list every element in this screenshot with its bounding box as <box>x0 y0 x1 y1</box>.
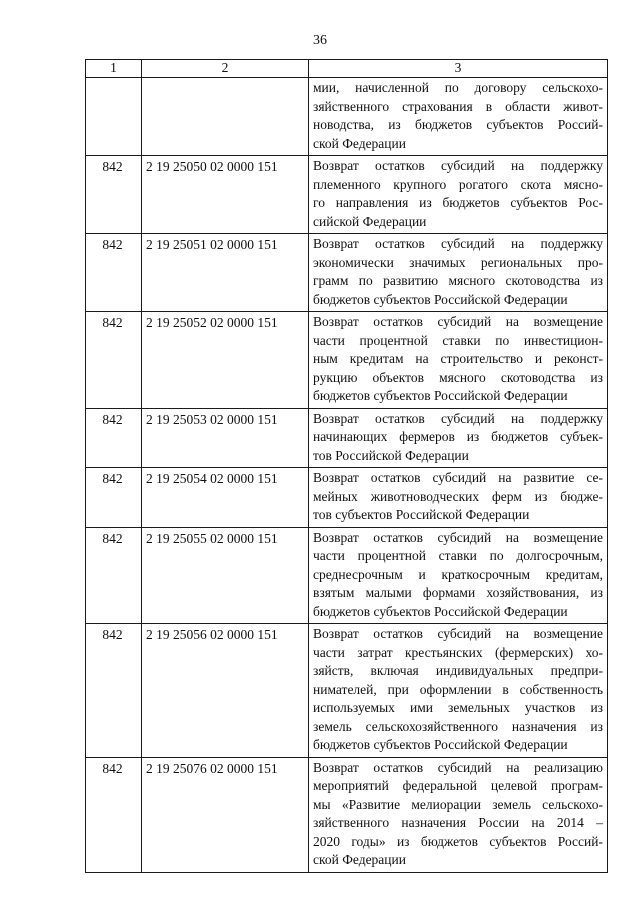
admin-code-cell: 842 <box>86 757 142 872</box>
budget-code-cell: 2 19 25076 02 0000 151 <box>142 757 309 872</box>
budget-code-cell: 2 19 25056 02 0000 151 <box>142 624 309 758</box>
description-line: среднесрочным и краткосрочным кредитам, <box>313 566 603 582</box>
description-line: мии, начисленной по договору сельскохо- <box>313 80 603 95</box>
description-line: начинающих фермеров из бюджетов субъек- <box>313 429 603 444</box>
description-cell <box>309 78 608 156</box>
description-line: Возврат остатков субсидий на развитие се- <box>313 470 603 485</box>
table-row <box>86 312 608 409</box>
description-line: бюджетов субъектов Российской Федерации <box>313 291 568 307</box>
table-row <box>86 468 608 528</box>
description-cell <box>309 156 608 234</box>
description-line: ской Федерации <box>313 852 406 867</box>
description-cell <box>309 234 608 312</box>
budget-code-cell: 2 19 25054 02 0000 151 <box>142 468 309 528</box>
description-cell <box>309 312 608 409</box>
admin-code-cell: 842 <box>86 468 142 528</box>
description-line: мы «Развитие мелиорации земель сельскохо- <box>313 796 603 812</box>
description-cell <box>309 408 608 468</box>
admin-code-cell: 842 <box>86 624 142 758</box>
admin-code-cell: 842 <box>86 408 142 468</box>
table-row <box>86 78 608 156</box>
description-line: рукцию объектов мясного скотоводства из <box>313 369 603 385</box>
description-line: Возврат остатков субсидий на возмещение <box>313 529 603 545</box>
admin-code-cell: 842 <box>86 234 142 312</box>
budget-codes-table <box>85 59 608 873</box>
description-cell <box>309 624 608 758</box>
description-line: части затрат крестьянских (фермерских) хо- <box>313 644 603 660</box>
description-line: мейных животноводческих ферм из бюдже- <box>313 488 603 504</box>
description-line: нимателей, при оформлении в собственность <box>313 681 603 697</box>
column-header-2: 2 <box>142 60 309 78</box>
page-number: 36 <box>313 33 327 48</box>
description-line: сийской Федерации <box>313 213 427 229</box>
description-line: ской Федерации <box>313 135 406 151</box>
description-line: части процентной ставки по долгосрочным, <box>313 548 603 563</box>
admin-code-cell: 842 <box>86 312 142 409</box>
budget-code-cell: 2 19 25055 02 0000 151 <box>142 527 309 624</box>
description-line: мероприятий федеральной целевой програм- <box>313 778 603 793</box>
description-line: новодства, из бюджетов субъектов Россий- <box>313 117 603 132</box>
table-row <box>86 408 608 468</box>
description-line: Возврат остатков субсидий на возмещение <box>313 626 603 641</box>
description-cell <box>309 757 608 872</box>
description-line: племенного крупного рогатого скота мясно- <box>313 176 603 192</box>
table-row <box>86 234 608 312</box>
admin-code-cell <box>86 78 142 156</box>
description-line: зяйств, включая индивидуальных предпри- <box>313 663 603 678</box>
description-line: Возврат остатков субсидий на поддержку <box>313 410 603 426</box>
description-line: используемых ими земельных участков из <box>313 700 603 715</box>
description-line: го направления из бюджетов субъектов Рос- <box>313 195 603 210</box>
description-line: экономически значимых региональных про- <box>313 254 603 270</box>
column-header-1: 1 <box>86 60 142 78</box>
column-header-3: 3 <box>309 60 608 78</box>
table-header-row <box>86 60 608 78</box>
description-line: бюджетов субъектов Российской Федерации <box>313 603 568 619</box>
description-line: ным кредитам на строительство и реконст- <box>313 351 603 366</box>
budget-code-cell <box>142 78 309 156</box>
description-line: Возврат остатков субсидий на возмещение <box>313 314 603 329</box>
description-line: тов субъектов Российской Федерации <box>313 507 530 522</box>
admin-code-cell: 842 <box>86 527 142 624</box>
description-line: части процентной ставки по инвестицион- <box>313 332 603 348</box>
description-line: Возврат остатков субсидий на поддержку <box>313 158 603 173</box>
table-row <box>86 527 608 624</box>
description-line: Возврат остатков субсидий на поддержку <box>313 236 603 251</box>
description-line: грамм по развитию мясного скотоводства из <box>313 273 603 288</box>
description-line: бюджетов субъектов Российской Федерации <box>313 737 568 752</box>
description-cell <box>309 527 608 624</box>
description-line: зяйственного назначения России на 2014 – <box>313 815 603 830</box>
description-line: взятым малыми формами хозяйствования, из <box>313 585 603 600</box>
description-line: зяйственного страхования в области живот- <box>313 98 603 114</box>
table-row <box>86 624 608 758</box>
budget-code-cell: 2 19 25052 02 0000 151 <box>142 312 309 409</box>
description-line: 2020 годы» из бюджетов субъектов Россий- <box>313 833 603 849</box>
description-cell <box>309 468 608 528</box>
budget-code-cell: 2 19 25053 02 0000 151 <box>142 408 309 468</box>
description-line: Возврат остатков субсидий на реализацию <box>313 759 603 775</box>
budget-code-cell: 2 19 25051 02 0000 151 <box>142 234 309 312</box>
table-row <box>86 757 608 872</box>
admin-code-cell: 842 <box>86 156 142 234</box>
description-line: бюджетов субъектов Российской Федерации <box>313 388 568 403</box>
table-row <box>86 156 608 234</box>
budget-code-cell: 2 19 25050 02 0000 151 <box>142 156 309 234</box>
description-line: тов Российской Федерации <box>313 447 469 463</box>
description-line: земель сельскохозяйственного назначения из <box>313 718 603 734</box>
